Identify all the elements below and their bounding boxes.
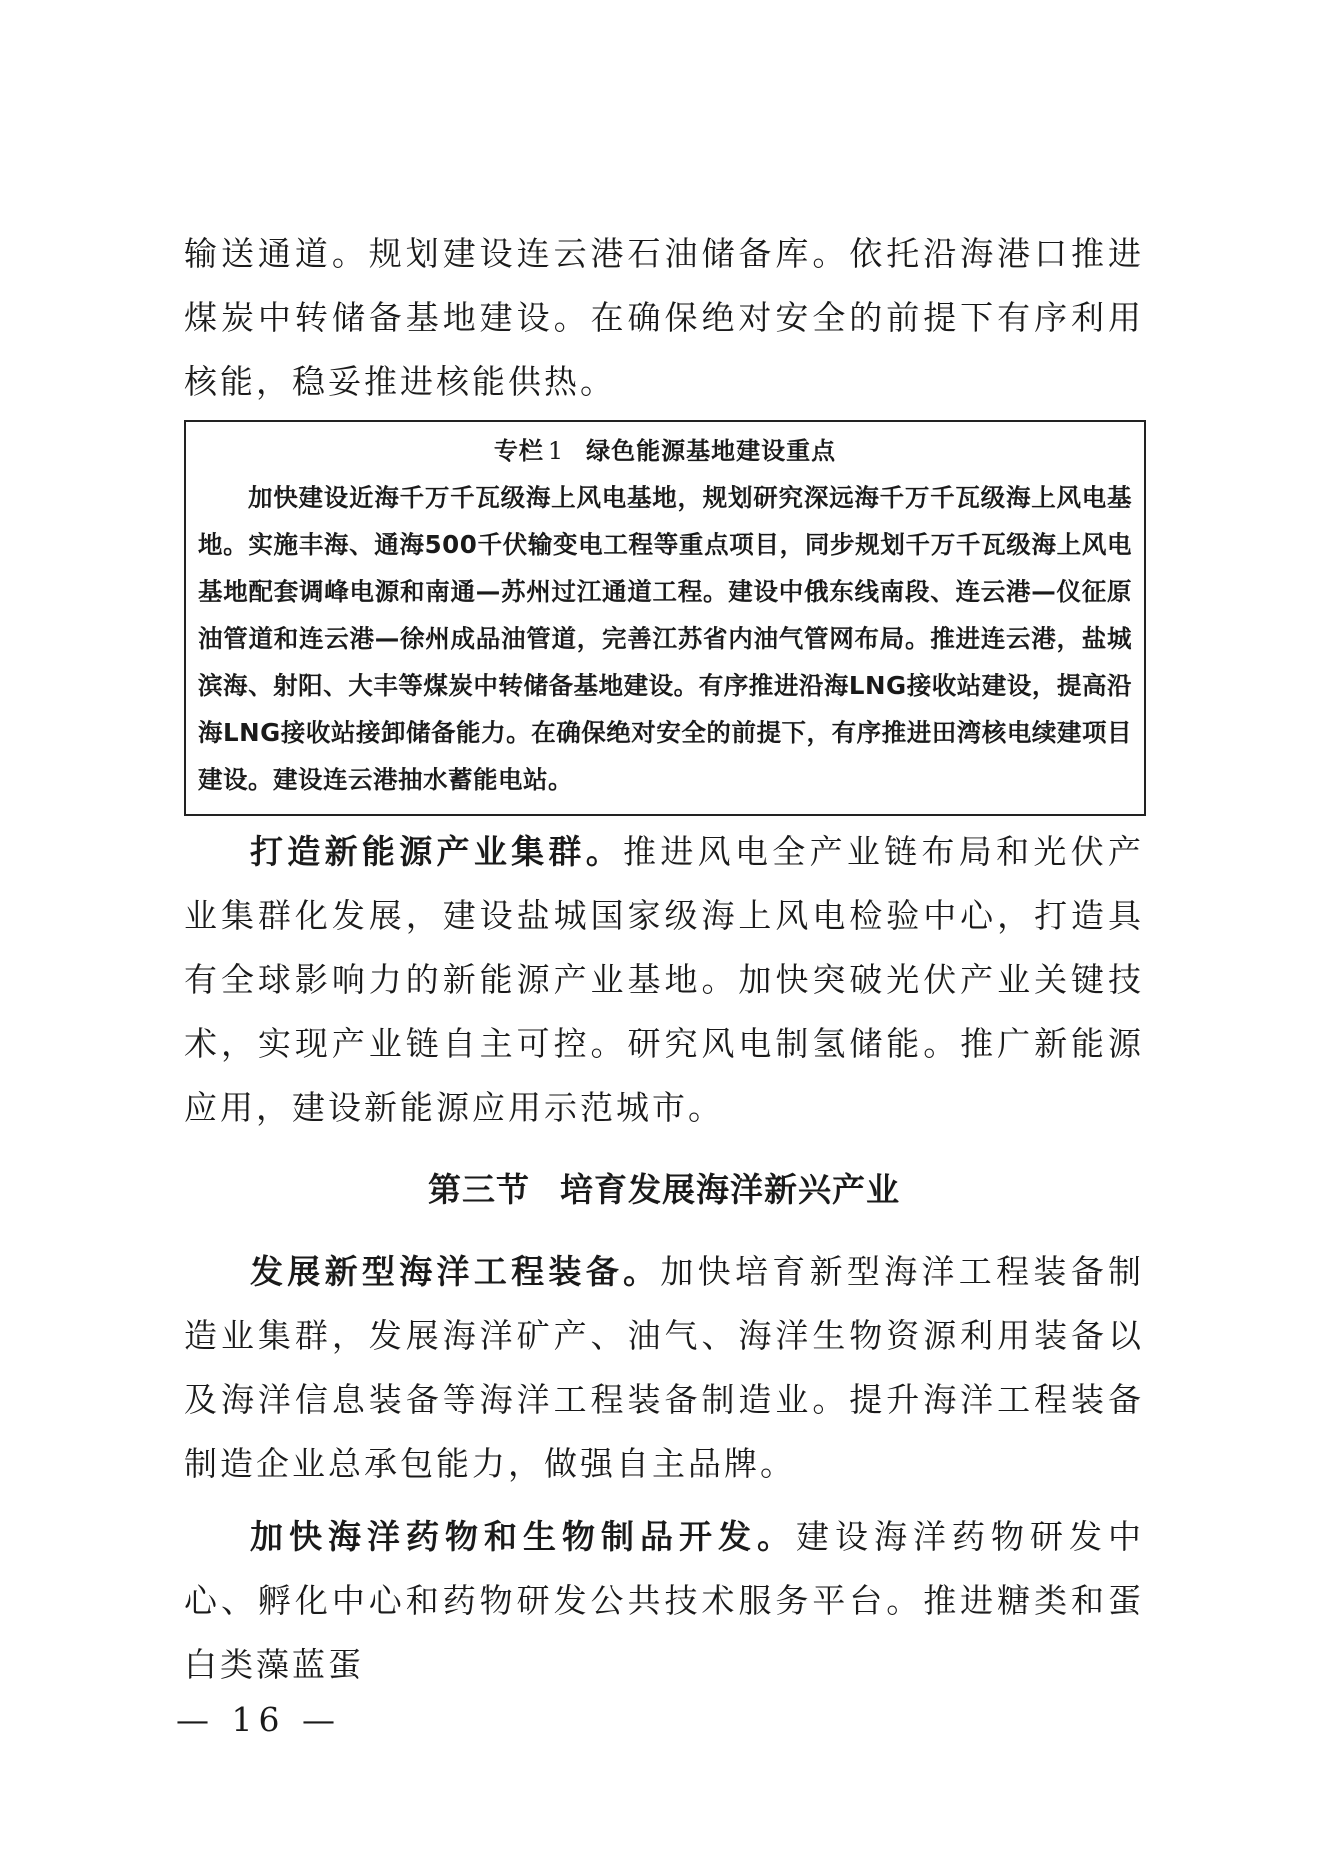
paragraph-text: 推进风电全产业链布局和光伏产业集群化发展，建设盐城国家级海上风电检验中心，打造具有全球影响力的新能源产业基地。加快突破光伏产业关键技术，实现产业链自主可控。研究风电制氢储能。推广新能源应用，建设新能源应用示范城市。 (184, 832, 1145, 1127)
paragraph-text: 建设海洋药物研发中心、孵化中心和药物研发公共技术服务平台。推进糖类和蛋白类藻蓝蛋 (184, 1517, 1144, 1684)
paragraph-lead: 打造新能源产业集群。 (250, 832, 624, 871)
paragraph-lead: 加快海洋药物和生物制品开发。 (250, 1517, 796, 1556)
paragraph-marine-engineering (184, 1240, 1144, 1496)
column-number: 1 (547, 437, 565, 465)
column-label: 专栏 (493, 437, 544, 465)
paragraph-marine-medicine (184, 1505, 1144, 1697)
column-box-title (198, 428, 1132, 474)
paragraph-energy-transport (184, 222, 1144, 414)
paragraph-new-energy-cluster (184, 820, 1144, 1140)
column-box-body: 加快建设近海千万千瓦级海上风电基地，规划研究深远海千万千瓦级海上风电基地。实施丰海、通海500千伏输变电工程等重点项目，同步规划千万千瓦级海上风电基地配套调峰电源和南通—苏州过江通道工程。建设中俄东线南段、连云港—仪征原油管道和连云港—徐州成品油管道，完善江苏省内油气管网布局。推进连云港，盐城滨海、射阳、大丰等煤炭中转储备基地建设。有序推进沿海LNG接收站建设，提高沿海LNG接收站接卸储备能力。在确保绝对安全的前提下，有序推进田湾核电续建项目建设。建设连云港抽水蓄能电站。 (198, 483, 1132, 794)
section-number: 第三节 (428, 1170, 530, 1209)
section-heading (184, 1158, 1144, 1222)
page-number: — 16 — (176, 1700, 341, 1739)
section-title-text: 培育发展海洋新兴产业 (560, 1170, 900, 1209)
column-box-1 (184, 420, 1146, 816)
paragraph-text: 输送通道。规划建设连云港石油储备库。依托沿海港口推进煤炭中转储备基地建设。在确保绝对安全的前提下有序利用核能，稳妥推进核能供热。 (184, 234, 1144, 401)
column-title-text: 绿色能源基地建设重点 (586, 437, 837, 465)
paragraph-lead: 发展新型海洋工程装备。 (250, 1252, 661, 1291)
paragraph-text: 加快培育新型海洋工程装备制造业集群，发展海洋矿产、油气、海洋生物资源利用装备以及海洋信息装备等海洋工程装备制造业。提升海洋工程装备制造企业总承包能力，做强自主品牌。 (184, 1252, 1145, 1483)
